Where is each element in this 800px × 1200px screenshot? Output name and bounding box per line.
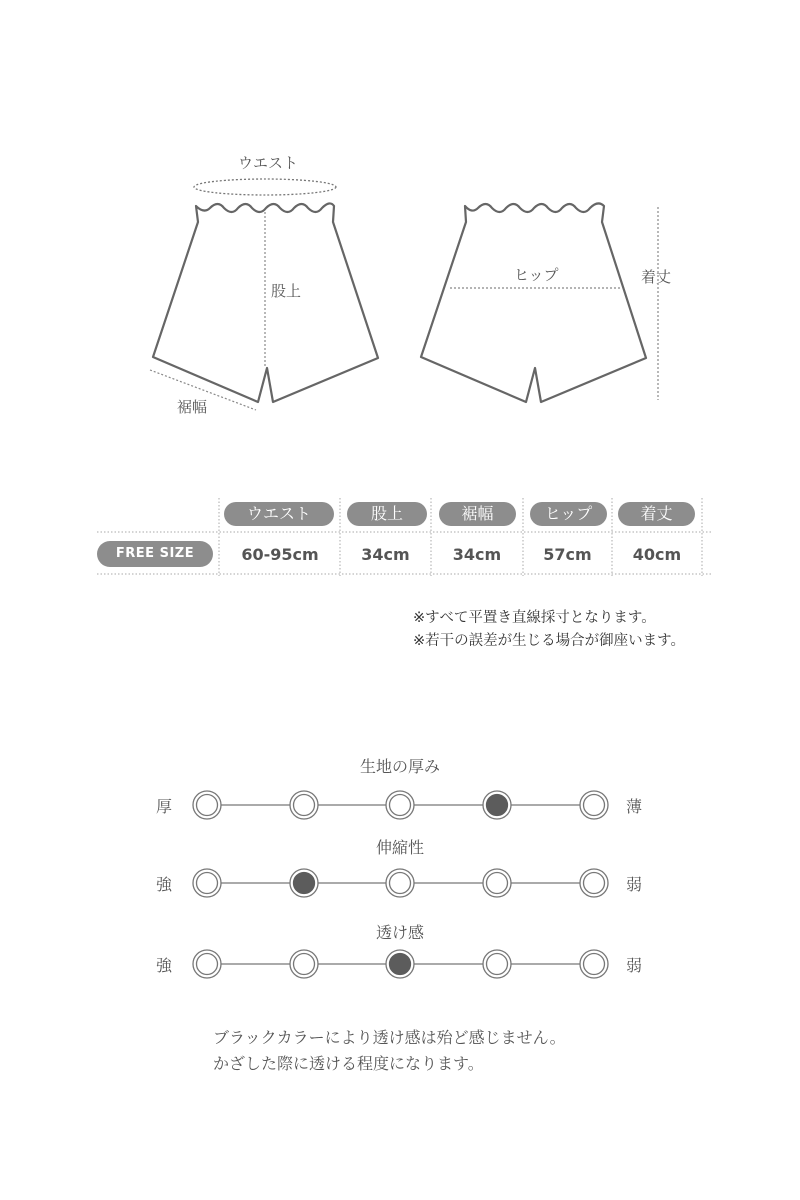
rating-dot (290, 791, 318, 819)
rating-dot (193, 869, 221, 897)
rating-right-label-thickness: 薄 (626, 797, 643, 816)
rating-dot (580, 791, 608, 819)
rating-scale-thickness (0, 785, 800, 825)
header-hip: ヒップ (530, 502, 607, 526)
hem-label: 裾幅 (177, 398, 208, 416)
rating-dot (483, 869, 511, 897)
rating-scale-stretch (0, 863, 800, 903)
rise-label: 股上 (271, 282, 302, 300)
rating-left-label-sheerness: 強 (156, 956, 173, 975)
rating-dot-selected (483, 791, 511, 819)
rating-dot (193, 950, 221, 978)
rating-dot (193, 791, 221, 819)
rating-left-label-stretch: 強 (156, 875, 173, 894)
value-hip: 57cm (543, 545, 592, 564)
rating-title-thickness: 生地の厚み (359, 757, 440, 776)
length-label: 着丈 (641, 268, 672, 286)
rating-right-label-stretch: 弱 (626, 875, 643, 894)
header-hem: 裾幅 (439, 502, 516, 526)
rating-dot-selected (386, 950, 414, 978)
header-waist: ウエスト (224, 502, 334, 526)
rating-title-sheerness: 透け感 (375, 923, 424, 942)
waist-label: ウエスト (238, 154, 299, 172)
rating-dot (386, 869, 414, 897)
value-length: 40cm (632, 545, 682, 564)
rating-dot (580, 950, 608, 978)
note-error-margin: ※若干の誤差が生じる場合が御座います。 (413, 633, 685, 649)
rating-dot (483, 950, 511, 978)
rating-title-stretch: 伸縮性 (375, 838, 424, 857)
rating-scale-sheerness (0, 944, 800, 984)
rating-dot (290, 950, 318, 978)
note-flat-measure: ※すべて平置き直線採寸となります。 (413, 610, 656, 626)
value-waist: 60-95cm (241, 545, 319, 564)
rating-dot (580, 869, 608, 897)
value-hem: 34cm (452, 545, 502, 564)
header-length: 着丈 (618, 502, 695, 526)
rating-dot-selected (290, 869, 318, 897)
rating-right-label-sheerness: 弱 (626, 956, 643, 975)
description-line-1: ブラックカラーにより透け感は殆ど感じません。 (213, 1028, 566, 1047)
value-rise: 34cm (361, 545, 410, 564)
description-line-2: かざした際に透ける程度になります。 (213, 1054, 484, 1073)
hip-label: ヒップ (514, 266, 559, 284)
header-rise: 股上 (347, 502, 427, 526)
rating-dot (386, 791, 414, 819)
rating-left-label-thickness: 厚 (156, 797, 173, 816)
size-label-free: FREE SIZE (97, 541, 213, 567)
